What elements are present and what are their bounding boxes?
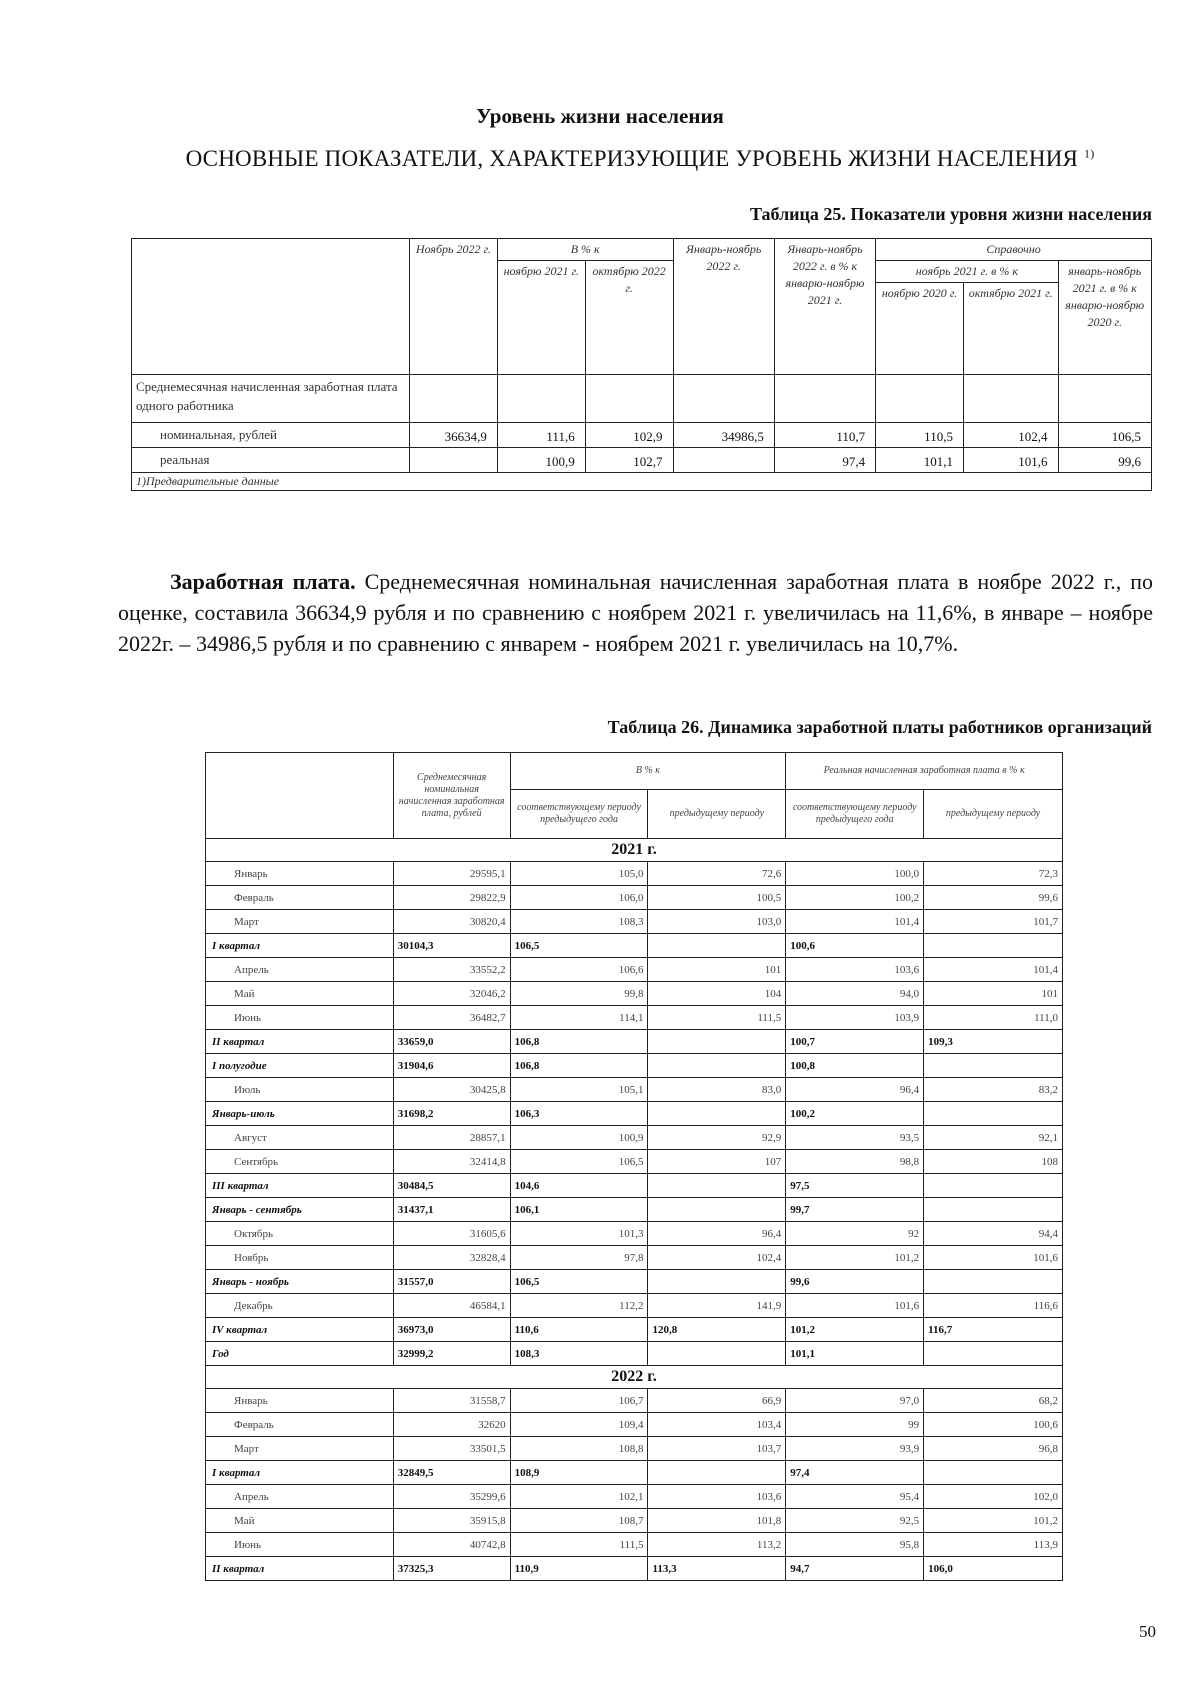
row-label: II квартал: [206, 1557, 394, 1581]
cell-value: 30104,3: [393, 934, 510, 958]
cell-value: 96,4: [648, 1222, 786, 1246]
row-label: III квартал: [206, 1174, 394, 1198]
wage-paragraph: [118, 566, 1153, 659]
cell-value: 35299,6: [393, 1485, 510, 1509]
cell-value: 30484,5: [393, 1174, 510, 1198]
page-number: 50: [1139, 1622, 1156, 1641]
row-label: Март: [206, 910, 394, 934]
cell-value: 104,6: [510, 1174, 648, 1198]
cell-value: 33552,2: [393, 958, 510, 982]
cell-value: 31605,6: [393, 1222, 510, 1246]
table-row: [206, 1533, 1063, 1557]
cell-value: 96,8: [924, 1437, 1063, 1461]
cell-value: 101,3: [510, 1222, 648, 1246]
cell-value: 29822,9: [393, 886, 510, 910]
t26-year-2021: 2021 г.: [206, 839, 1063, 862]
row-label: Январь - сентябрь: [206, 1198, 394, 1222]
cell-value: [924, 1054, 1063, 1078]
cell-value: 31558,7: [393, 1389, 510, 1413]
table-row: [206, 982, 1063, 1006]
cell-value: 97,0: [786, 1389, 924, 1413]
cell-value: 101,8: [648, 1509, 786, 1533]
table26-caption: Таблица 26. Динамика заработной платы работников организаций: [607, 717, 1152, 737]
table-row: [206, 1078, 1063, 1102]
cell-value: 101,2: [924, 1509, 1063, 1533]
cell-value: 100,2: [786, 886, 924, 910]
cell-value: [648, 1461, 786, 1485]
table-total-row: [206, 1102, 1063, 1126]
row-label: Январь: [206, 862, 394, 886]
row-label: Январь: [206, 1389, 394, 1413]
table-row: [206, 1485, 1063, 1509]
table-row: [206, 1437, 1063, 1461]
table-row: [206, 1294, 1063, 1318]
cell-value: 32849,5: [393, 1461, 510, 1485]
t25-head-jannov-pct: Январь-ноябрь 2022 г. в % к январю-ноябрю 2021 г.: [774, 239, 875, 375]
row-label: Ноябрь: [206, 1246, 394, 1270]
row-label: Июнь: [206, 1006, 394, 1030]
cell-value: 101,2: [786, 1318, 924, 1342]
cell-value: 32828,4: [393, 1246, 510, 1270]
cell-value: 106,7: [510, 1389, 648, 1413]
cell-value: [648, 1102, 786, 1126]
table-total-row: [206, 934, 1063, 958]
cell-value: 113,3: [648, 1557, 786, 1581]
cell-value: 101,4: [786, 910, 924, 934]
t26-head-real: Реальная начисленная заработная плата в % к: [786, 753, 1063, 790]
table-row: [206, 958, 1063, 982]
cell-value: 106,8: [510, 1030, 648, 1054]
cell-value: 96,4: [786, 1078, 924, 1102]
cell-value: 40742,8: [393, 1533, 510, 1557]
cell-value: 108: [924, 1150, 1063, 1174]
row-label: Март: [206, 1437, 394, 1461]
cell-value: 103,0: [648, 910, 786, 934]
cell-value: 101: [924, 982, 1063, 1006]
cell-value: 36482,7: [393, 1006, 510, 1030]
row-label: IV квартал: [206, 1318, 394, 1342]
cell-value: [648, 1054, 786, 1078]
cell-value: 102,1: [510, 1485, 648, 1509]
cell-value: 72,3: [924, 862, 1063, 886]
cell-value: 99: [786, 1413, 924, 1437]
table-total-row: [206, 1174, 1063, 1198]
cell-value: 110,9: [510, 1557, 648, 1581]
t25-corner: [132, 239, 410, 375]
cell-value: 92,1: [924, 1126, 1063, 1150]
t26-head-wage: Среднемесячная номинальная начисленная заработная плата, рублей: [393, 753, 510, 839]
t25-head-nov2020: ноябрю 2020 г.: [876, 283, 964, 375]
paragraph-text: Среднемесячная номинальная начисленная заработная плата в ноябре 2022 г., по оценке, составила 36634,9 рубля и по сравнению с ноябрем 2021 г. увеличилась на 11,6%, в январе – ноябре 2022г. – 34986,5 рубля и по сравнению с январем - ноябрем 2021 г. увеличилась на 10,7%.: [118, 569, 1153, 656]
cell-value: [648, 1030, 786, 1054]
table-total-row: [206, 1461, 1063, 1485]
cell-value: 106,8: [510, 1054, 648, 1078]
cell-value: 114,1: [510, 1006, 648, 1030]
cell-value: [924, 1342, 1063, 1366]
cell-value: [648, 934, 786, 958]
cell-value: 113,2: [648, 1533, 786, 1557]
cell-value: 100,2: [786, 1102, 924, 1126]
cell-value: 99,7: [786, 1198, 924, 1222]
cell-value: 111,5: [648, 1006, 786, 1030]
t26-year-2022: 2022 г.: [206, 1366, 1063, 1389]
cell-value: 31698,2: [393, 1102, 510, 1126]
cell-value: 102,0: [924, 1485, 1063, 1509]
cell-value: 105,1: [510, 1078, 648, 1102]
cell-value: 108,9: [510, 1461, 648, 1485]
row-label: Февраль: [206, 886, 394, 910]
cell-value: 99,8: [510, 982, 648, 1006]
cell-value: 102,4: [648, 1246, 786, 1270]
cell-value: 99,6: [786, 1270, 924, 1294]
cell-value: 108,3: [510, 1342, 648, 1366]
cell-value: 106,6: [510, 958, 648, 982]
cell-value: [648, 1270, 786, 1294]
table-total-row: [206, 1557, 1063, 1581]
cell-value: 33501,5: [393, 1437, 510, 1461]
cell-value: 101,1: [786, 1342, 924, 1366]
row-label: I квартал: [206, 1461, 394, 1485]
cell-value: [924, 1461, 1063, 1485]
cell-value: 66,9: [648, 1389, 786, 1413]
cell-value: 83,2: [924, 1078, 1063, 1102]
t25-head-ref-nov2021: ноябрь 2021 г. в % к: [876, 261, 1058, 283]
cell-value: 103,7: [648, 1437, 786, 1461]
t25-row-real: реальная 100,9 102,7 97,4 101,1 101,6 99,6: [132, 448, 1152, 473]
cell-value: 141,9: [648, 1294, 786, 1318]
cell-value: 99,6: [924, 886, 1063, 910]
cell-value: 113,9: [924, 1533, 1063, 1557]
cell-value: [648, 1174, 786, 1198]
cell-value: 28857,1: [393, 1126, 510, 1150]
cell-value: 103,9: [786, 1006, 924, 1030]
t25-head-jannov: Январь-ноябрь 2022 г.: [673, 239, 774, 375]
cell-value: 100,0: [786, 862, 924, 886]
paragraph-lead: Заработная плата.: [170, 569, 356, 594]
row-label: I полугодие: [206, 1054, 394, 1078]
cell-value: 109,3: [924, 1030, 1063, 1054]
cell-value: 100,6: [786, 934, 924, 958]
table-total-row: [206, 1030, 1063, 1054]
table-row: [206, 910, 1063, 934]
cell-value: 94,7: [786, 1557, 924, 1581]
cell-value: 32999,2: [393, 1342, 510, 1366]
cell-value: 95,4: [786, 1485, 924, 1509]
cell-value: 100,8: [786, 1054, 924, 1078]
cell-value: 94,4: [924, 1222, 1063, 1246]
t26-body-2021: [206, 862, 1063, 1366]
row-label: Год: [206, 1342, 394, 1366]
cell-value: 92,5: [786, 1509, 924, 1533]
cell-value: 104: [648, 982, 786, 1006]
cell-value: 83,0: [648, 1078, 786, 1102]
cell-value: 100,5: [648, 886, 786, 910]
cell-value: 97,4: [786, 1461, 924, 1485]
cell-value: 112,2: [510, 1294, 648, 1318]
t26-head-prev-period: предыдущему периоду: [648, 790, 786, 839]
table-row: [206, 1126, 1063, 1150]
t25-row-group: Среднемесячная начисленная заработная плата одного работника: [132, 375, 410, 423]
cell-value: 98,8: [786, 1150, 924, 1174]
cell-value: [924, 1174, 1063, 1198]
cell-value: 94,0: [786, 982, 924, 1006]
cell-value: 97,8: [510, 1246, 648, 1270]
cell-value: 108,3: [510, 910, 648, 934]
t25-head-ref: Справочно: [876, 239, 1152, 261]
row-label: Декабрь: [206, 1294, 394, 1318]
row-label: Январь - ноябрь: [206, 1270, 394, 1294]
cell-value: 106,1: [510, 1198, 648, 1222]
cell-value: [924, 1102, 1063, 1126]
row-label: Май: [206, 1509, 394, 1533]
cell-value: 111,5: [510, 1533, 648, 1557]
cell-value: [648, 1198, 786, 1222]
cell-value: 100,9: [510, 1126, 648, 1150]
table-row: [206, 1006, 1063, 1030]
cell-value: 31437,1: [393, 1198, 510, 1222]
cell-value: 35915,8: [393, 1509, 510, 1533]
cell-value: 110,6: [510, 1318, 648, 1342]
cell-value: 46584,1: [393, 1294, 510, 1318]
cell-value: 103,4: [648, 1413, 786, 1437]
cell-value: 101,2: [786, 1246, 924, 1270]
cell-value: 106,0: [924, 1557, 1063, 1581]
t25-footnote: 1)Предварительные данные: [132, 473, 1152, 491]
row-label: Август: [206, 1126, 394, 1150]
table-total-row: [206, 1198, 1063, 1222]
cell-value: 108,7: [510, 1509, 648, 1533]
cell-value: 106,5: [510, 1150, 648, 1174]
row-label: I квартал: [206, 934, 394, 958]
row-label: Июль: [206, 1078, 394, 1102]
t25-head-oct2021: октябрю 2021 г.: [963, 283, 1058, 375]
cell-value: 93,5: [786, 1126, 924, 1150]
cell-value: 30425,8: [393, 1078, 510, 1102]
cell-value: [924, 1270, 1063, 1294]
t26-head-pct: В % к: [510, 753, 786, 790]
row-label: Февраль: [206, 1413, 394, 1437]
t25-head-ref-jannov: январь-ноябрь 2021 г. в % к январю-ноябрю 2020 г.: [1058, 261, 1151, 375]
cell-value: [924, 934, 1063, 958]
cell-value: 101,7: [924, 910, 1063, 934]
table-row: [206, 1509, 1063, 1533]
cell-value: 116,7: [924, 1318, 1063, 1342]
row-label: II квартал: [206, 1030, 394, 1054]
cell-value: 30820,4: [393, 910, 510, 934]
cell-value: 105,0: [510, 862, 648, 886]
t25-head-nov: Ноябрь 2022 г.: [410, 239, 498, 375]
cell-value: 97,5: [786, 1174, 924, 1198]
cell-value: 107: [648, 1150, 786, 1174]
cell-value: 68,2: [924, 1389, 1063, 1413]
document-subtitle: [120, 146, 1160, 172]
cell-value: 36973,0: [393, 1318, 510, 1342]
section-title: Уровень жизни населения: [476, 104, 724, 128]
table-row: [206, 1389, 1063, 1413]
subtitle-text: ОСНОВНЫЕ ПОКАЗАТЕЛИ, ХАРАКТЕРИЗУЮЩИЕ УРОВЕНЬ ЖИЗНИ НАСЕЛЕНИЯ: [185, 146, 1079, 171]
table-total-row: [206, 1270, 1063, 1294]
cell-value: 101,6: [924, 1246, 1063, 1270]
cell-value: 33659,0: [393, 1030, 510, 1054]
t25-head-oct2022: октябрю 2022 г.: [585, 261, 673, 375]
row-label: Октябрь: [206, 1222, 394, 1246]
table-row: [206, 886, 1063, 910]
cell-value: 32414,8: [393, 1150, 510, 1174]
row-label: Июнь: [206, 1533, 394, 1557]
t26-body-2022: [206, 1389, 1063, 1581]
row-label: Сентябрь: [206, 1150, 394, 1174]
cell-value: 103,6: [786, 958, 924, 982]
t26-head-real-prev-year: соответствующему периоду предыдущего года: [786, 790, 924, 839]
table-25: [131, 238, 1152, 491]
cell-value: 31557,0: [393, 1270, 510, 1294]
table-row: [206, 1222, 1063, 1246]
table-total-row: [206, 1342, 1063, 1366]
cell-value: 101,6: [786, 1294, 924, 1318]
table-row: [206, 1413, 1063, 1437]
cell-value: 92: [786, 1222, 924, 1246]
row-label: Апрель: [206, 1485, 394, 1509]
cell-value: 93,9: [786, 1437, 924, 1461]
cell-value: 106,5: [510, 934, 648, 958]
cell-value: 108,8: [510, 1437, 648, 1461]
cell-value: 116,6: [924, 1294, 1063, 1318]
t26-corner: [206, 753, 394, 839]
t25-head-pct: В % к: [497, 239, 673, 261]
cell-value: 37325,3: [393, 1557, 510, 1581]
table-row: [206, 1150, 1063, 1174]
cell-value: 95,8: [786, 1533, 924, 1557]
cell-value: 32046,2: [393, 982, 510, 1006]
cell-value: [924, 1198, 1063, 1222]
cell-value: 101,4: [924, 958, 1063, 982]
table-row: [206, 1246, 1063, 1270]
t25-head-nov2021: ноябрю 2021 г.: [497, 261, 585, 375]
row-label: Январь-июль: [206, 1102, 394, 1126]
cell-value: 31904,6: [393, 1054, 510, 1078]
t26-head-real-prev-period: предыдущему периоду: [924, 790, 1063, 839]
table-row: [206, 862, 1063, 886]
cell-value: 100,7: [786, 1030, 924, 1054]
t25-row-nominal: номинальная, рублей 36634,9 111,6 102,9 34986,5 110,7 110,5 102,4 106,5: [132, 423, 1152, 448]
cell-value: 29595,1: [393, 862, 510, 886]
cell-value: 32620: [393, 1413, 510, 1437]
cell-value: 106,0: [510, 886, 648, 910]
cell-value: 120,8: [648, 1318, 786, 1342]
cell-value: [648, 1342, 786, 1366]
row-label: Май: [206, 982, 394, 1006]
cell-value: 72,6: [648, 862, 786, 886]
cell-value: 103,6: [648, 1485, 786, 1509]
cell-value: 109,4: [510, 1413, 648, 1437]
cell-value: 111,0: [924, 1006, 1063, 1030]
cell-value: 101: [648, 958, 786, 982]
cell-value: 100,6: [924, 1413, 1063, 1437]
table-26: [205, 752, 1063, 1581]
cell-value: 106,3: [510, 1102, 648, 1126]
cell-value: 92,9: [648, 1126, 786, 1150]
table25-caption: Таблица 25. Показатели уровня жизни населения: [749, 204, 1152, 224]
subtitle-footnote-mark: 1): [1084, 146, 1095, 161]
table-total-row: [206, 1318, 1063, 1342]
t26-head-prev-year: соответствующему периоду предыдущего года: [510, 790, 648, 839]
cell-value: 106,5: [510, 1270, 648, 1294]
table-total-row: [206, 1054, 1063, 1078]
row-label: Апрель: [206, 958, 394, 982]
